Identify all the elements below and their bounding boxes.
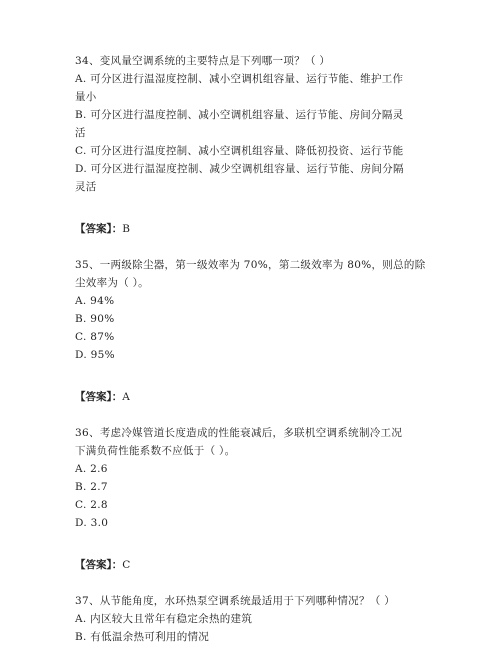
question-stem: 37、从节能角度，水环热泵空调系统最适用于下列哪种情况？（ ） [75, 595, 395, 607]
option-b: B. 可分区进行温度控制、减小空调机组容量、运行节能、房间分隔灵 [75, 109, 404, 121]
question-stem-cont: 下满负荷性能系数不应低于（ ）。 [75, 445, 236, 457]
option-b: B. 90% [75, 313, 115, 325]
option-c: C. 2.8 [75, 499, 108, 511]
option-d: D. 3.0 [75, 517, 109, 529]
question-stem: 34、变风量空调系统的主要特点是下列哪一项？（ ） [75, 55, 331, 67]
question-37 [75, 592, 425, 646]
question-stem-cont: 尘效率为（ ）。 [75, 277, 149, 289]
question-stem: 36、考虑冷媒管道长度造成的性能衰减后，多联机空调系统制冷工况 [75, 427, 403, 439]
option-b-cont: 活 [75, 127, 86, 139]
answer-34 [75, 220, 425, 238]
answer-35 [75, 388, 425, 406]
answer-value: B [122, 223, 130, 235]
option-a: A. 可分区进行温湿度控制、减小空调机组容量、运行节能、维护工作 [75, 73, 404, 85]
answer-label: 【答案】： [75, 391, 123, 403]
answer-value: A [122, 391, 130, 403]
option-a: A. 内区较大且常年有稳定余热的建筑 [75, 613, 253, 625]
answer-label: 【答案】： [75, 223, 123, 235]
option-c: C. 可分区进行温度控制、减小空调机组容量、降低初投资、运行节能 [75, 145, 404, 157]
option-c: C. 87% [75, 331, 115, 343]
question-36 [75, 424, 425, 532]
answer-36 [75, 556, 425, 574]
option-d-cont: 灵活 [75, 181, 97, 193]
option-a-cont: 量小 [75, 91, 97, 103]
option-b: B. 有低温余热可利用的情况 [75, 631, 210, 643]
option-a: A. 94% [75, 295, 115, 307]
option-a: A. 2.6 [75, 463, 108, 475]
answer-label: 【答案】： [75, 559, 123, 571]
question-34 [75, 52, 425, 196]
question-stem: 35、一两级除尘器，第一级效率为 70%，第二级效率为 80%，则总的除 [75, 259, 426, 271]
answer-value: C [122, 559, 131, 571]
question-35 [75, 256, 425, 364]
question-list [75, 52, 425, 646]
option-b: B. 2.7 [75, 481, 108, 493]
option-d: D. 95% [75, 349, 115, 361]
option-d: D. 可分区进行温湿度控制、减少空调机组容量、运行节能、房间分隔 [75, 163, 404, 175]
